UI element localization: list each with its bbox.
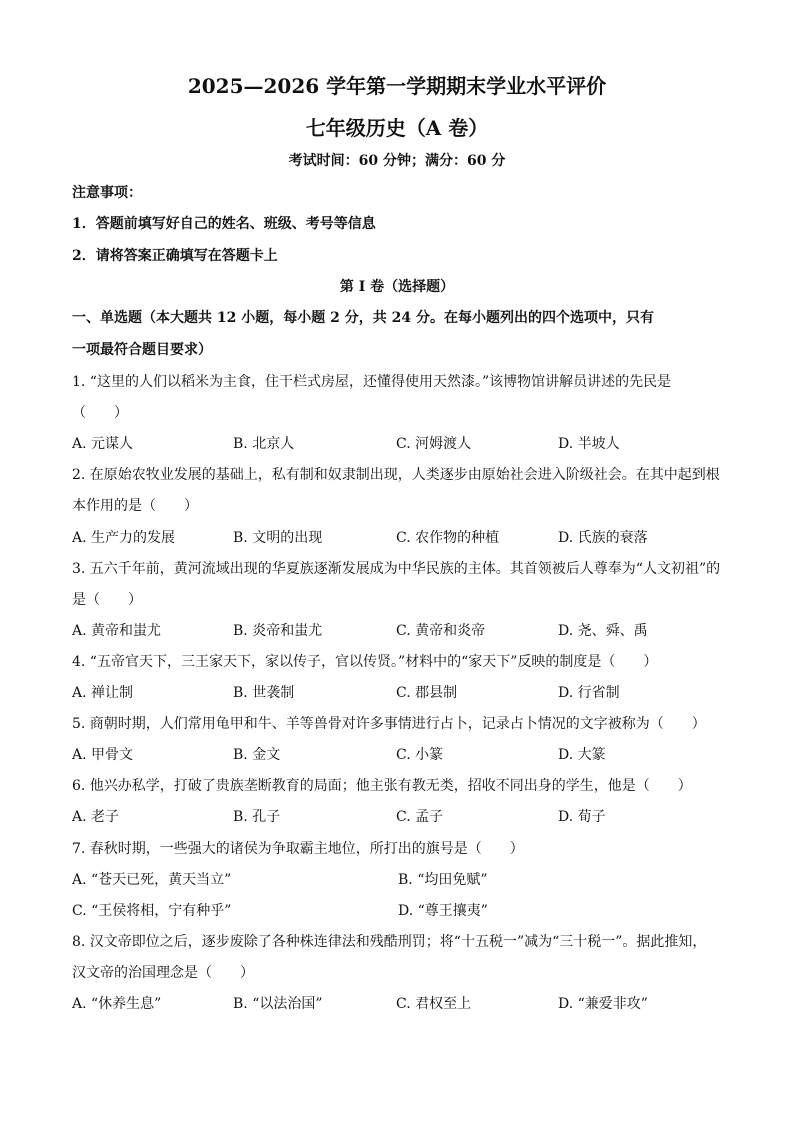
question-3-line2: 是（ ）	[72, 592, 142, 608]
q1-option-d: D. 半坡人	[558, 436, 620, 452]
q3-option-c: C. 黄帝和炎帝	[396, 623, 486, 639]
q7-option-b: B. “均田免赋”	[398, 872, 488, 888]
q6-option-c: C. 孟子	[396, 809, 444, 825]
question-8-line1: 8. 汉文帝即位之后，逐步废除了各种株连律法和残酷刑罚；将“十五税一”减为“三十税一”。据此推知，	[72, 934, 707, 950]
exam-subtitle: 七年级历史（A 卷）	[305, 116, 489, 140]
q8-option-c: C. 君权至上	[396, 996, 472, 1012]
q5-option-c: C. 小篆	[396, 747, 444, 763]
q5-option-b: B. 金文	[233, 747, 281, 763]
note-item-2: 2．请将答案正确填写在答题卡上	[72, 248, 278, 264]
q3-option-a: A. 黄帝和蚩尤	[72, 623, 162, 639]
q4-option-b: B. 世袭制	[233, 685, 295, 701]
q1-option-c: C. 河姆渡人	[396, 436, 472, 452]
q3-option-d: D. 尧、舜、禹	[558, 623, 648, 639]
question-1-line1: 1. “这里的人们以稻米为主食，住干栏式房屋，还懂得使用天然漆。”该博物馆讲解员讲述的先民是	[72, 374, 672, 390]
section-title: 第 I 卷（选择题）	[339, 279, 455, 295]
question-2-line1: 2. 在原始农牧业发展的基础上，私有制和奴隶制出现，人类逐步由原始社会进入阶级社会。在其中起到根	[72, 467, 720, 483]
q2-option-b: B. 文明的出现	[233, 530, 323, 546]
q2-option-c: C. 农作物的种植	[396, 530, 500, 546]
q8-option-b: B. “以法治国”	[233, 996, 323, 1012]
q4-option-a: A. 禅让制	[72, 685, 134, 701]
q7-option-a: A. “苍天已死，黄天当立”	[72, 872, 232, 888]
question-1-line2: （ ）	[72, 405, 128, 421]
q6-option-a: A. 老子	[72, 809, 120, 825]
q5-option-a: A. 甲骨文	[72, 747, 134, 763]
section-instruction-line2: 一项最符合题目要求）	[72, 342, 212, 358]
exam-title: 2025—2026 学年第一学期期末学业水平评价	[187, 74, 607, 98]
question-2-line2: 本作用的是（ ）	[72, 498, 198, 514]
question-6-line1: 6. 他兴办私学，打破了贵族垄断教育的局面；他主张有教无类，招收不同出身的学生，他是（ ）	[72, 778, 692, 794]
q1-option-a: A. 元谋人	[72, 436, 134, 452]
q7-option-d: D. “尊王攘夷”	[398, 903, 488, 919]
q5-option-d: D. 大篆	[558, 747, 606, 763]
q8-option-d: D. “兼爱非攻”	[558, 996, 648, 1012]
q3-option-b: B. 炎帝和蚩尤	[233, 623, 323, 639]
section-instruction-line1: 一、单选题（本大题共 12 小题，每小题 2 分，共 24 分。在每小题列出的四个选项中，只有	[72, 310, 654, 326]
exam-info: 考试时间：60 分钟；满分：60 分	[288, 153, 506, 169]
q1-option-b: B. 北京人	[233, 436, 295, 452]
q6-option-d: D. 荀子	[558, 809, 606, 825]
question-3-line1: 3. 五六千年前，黄河流域出现的华夏族逐渐发展成为中华民族的主体。其首领被后人尊奉为“人文初祖”的	[72, 561, 721, 577]
q2-option-a: A. 生产力的发展	[72, 530, 176, 546]
note-item-1: 1．答题前填写好自己的姓名、班级、考号等信息	[72, 216, 376, 232]
q7-option-c: C. “王侯将相，宁有种乎”	[72, 903, 232, 919]
q4-option-d: D. 行省制	[558, 685, 620, 701]
question-4-line1: 4. “五帝官天下，三王家天下，家以传子，官以传贤。”材料中的“家天下”反映的制度是（ ）	[72, 654, 658, 670]
question-8-line2: 汉文帝的治国理念是（ ）	[72, 965, 254, 981]
notes-heading: 注意事项：	[72, 185, 142, 201]
q2-option-d: D. 氏族的衰落	[558, 530, 648, 546]
question-5-line1: 5. 商朝时期，人们常用龟甲和牛、羊等兽骨对许多事情进行占卜，记录占卜情况的文字被称为（ ）	[72, 716, 706, 732]
q4-option-c: C. 郡县制	[396, 685, 458, 701]
q6-option-b: B. 孔子	[233, 809, 281, 825]
q8-option-a: A. “休养生息”	[72, 996, 162, 1012]
question-7-line1: 7. 春秋时期，一些强大的诸侯为争取霸主地位，所打出的旗号是（ ）	[72, 841, 524, 857]
